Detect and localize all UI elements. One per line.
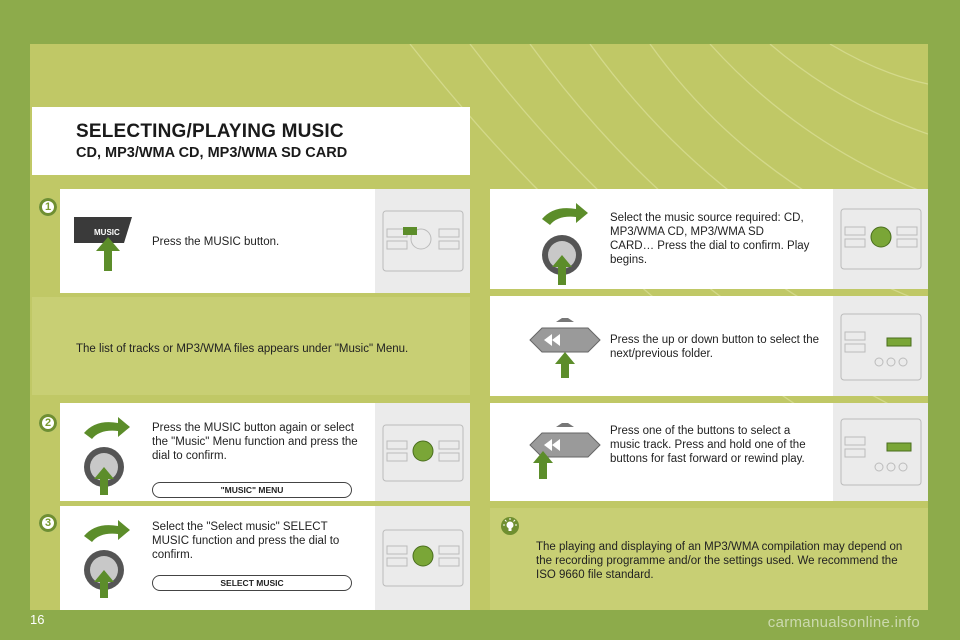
step-4-card	[490, 189, 928, 289]
step-2-badge: 2	[39, 414, 57, 432]
radio-panel-illustration	[833, 296, 928, 396]
step-3-card	[60, 506, 470, 610]
step-3-badge: 3	[39, 514, 57, 532]
page-number: 16	[30, 612, 45, 627]
step-1-badge: 1	[39, 198, 57, 216]
radio-panel-illustration	[833, 403, 928, 501]
music-button-icon	[72, 211, 144, 275]
watermark: carmanualsonline.info	[767, 614, 920, 631]
step-2-text: Press the MUSIC button again or select the "Music" Menu function and press the dial to confirm.	[152, 422, 358, 462]
dial-press-icon	[78, 415, 134, 497]
step-4-text: Select the music source required: CD, MP3/WMA CD, MP3/WMA SD CARD… Press the dial to confirm. Play begins.	[610, 212, 810, 266]
step-5-card	[490, 296, 928, 396]
dial-press-icon	[536, 201, 592, 287]
svg-text:MUSIC: MUSIC	[94, 228, 120, 237]
step-6-text: Press one of the buttons to select a music track. Press and hold one of the buttons for fast forward or rewind play.	[610, 425, 806, 465]
page-header	[32, 107, 470, 175]
page-title: SELECTING/PLAYING MUSIC	[76, 121, 344, 142]
music-menu-label: "MUSIC" MENU	[152, 482, 352, 498]
seek-buttons-icon	[526, 318, 604, 378]
step-3-text: Select the "Select music" SELECT MUSIC function and press the dial to confirm.	[152, 521, 340, 561]
lightbulb-icon	[500, 516, 520, 536]
warning-text: The list of tracks or MP3/WMA files appears under "Music" Menu.	[76, 343, 409, 355]
radio-panel-illustration	[833, 189, 928, 289]
warning-note	[32, 297, 470, 395]
step-1-text: Press the MUSIC button.	[152, 236, 280, 248]
step-2-card	[60, 403, 470, 501]
step-1-card	[60, 189, 470, 293]
dial-press-icon	[78, 518, 134, 600]
radio-panel-illustration	[375, 189, 470, 293]
select-music-label: SELECT MUSIC	[152, 575, 352, 591]
step-5-text: Press the up or down button to select the next/previous folder.	[610, 334, 820, 360]
tip-note	[490, 508, 928, 610]
seek-buttons-icon	[526, 423, 604, 483]
tip-text: The playing and displaying of an MP3/WMA compilation may depend on the recording programme and/or the settings used. We recommend the ISO 9660 file standard.	[536, 541, 903, 581]
page-subtitle: CD, MP3/WMA CD, MP3/WMA SD CARD	[76, 145, 348, 161]
radio-panel-illustration	[375, 403, 470, 501]
step-6-card	[490, 403, 928, 501]
radio-panel-illustration	[375, 506, 470, 610]
